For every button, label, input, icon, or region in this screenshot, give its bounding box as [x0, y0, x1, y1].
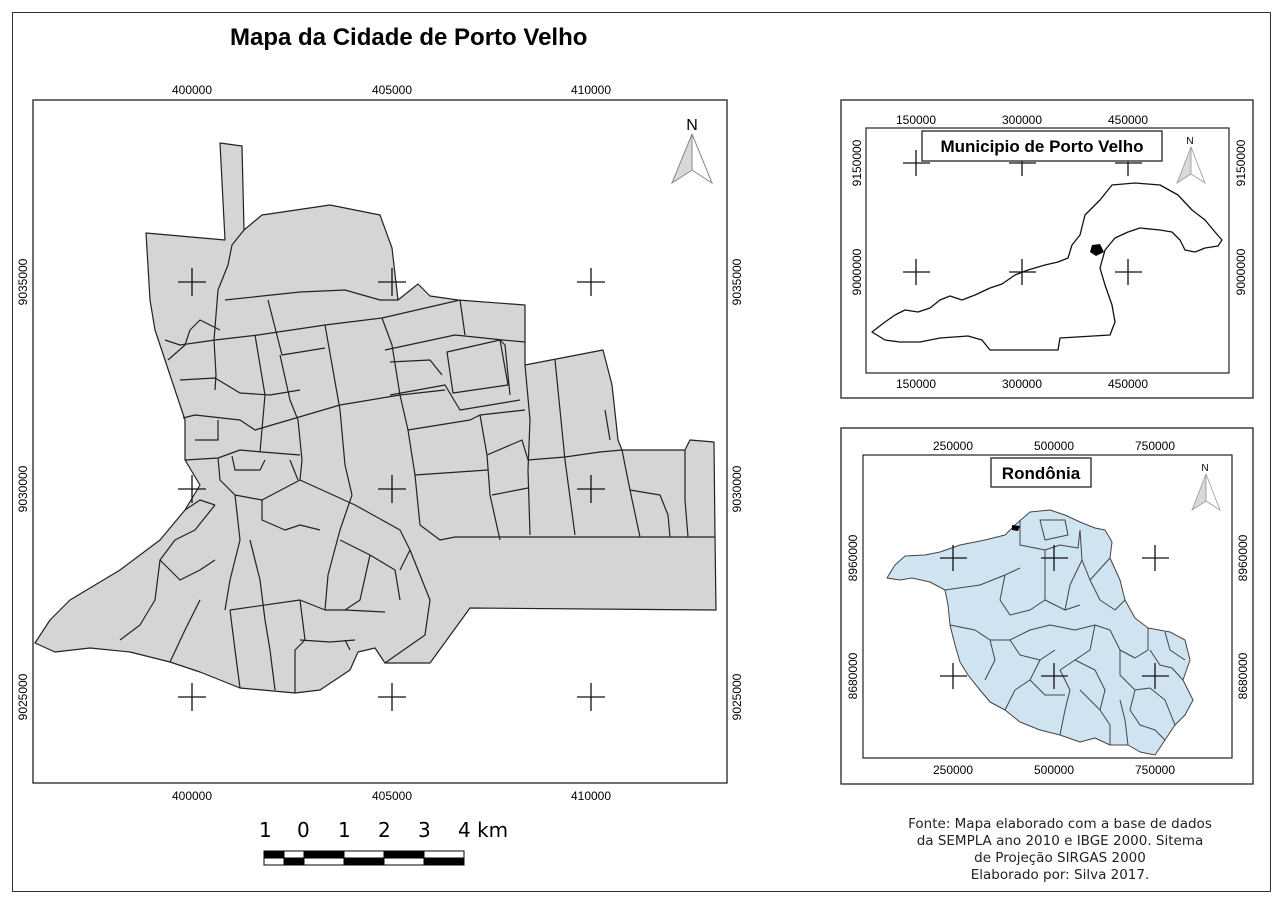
mun-y-tick-right-2: 9000000 — [1234, 248, 1248, 296]
main-x-tick-bottom-2: 405000 — [371, 789, 413, 803]
main-y-tick-right-3: 9025000 — [730, 673, 744, 721]
source-note — [895, 816, 1225, 884]
mun-y-tick-right-1: 9150000 — [1234, 139, 1248, 187]
rondonia-label: Rondônia — [1001, 464, 1081, 483]
main-x-tick-bottom-3: 410000 — [570, 789, 612, 803]
mun-north-label: N — [1186, 136, 1194, 147]
main-y-tick-left-3: 9025000 — [16, 673, 30, 721]
scale-label-2: 2 — [378, 818, 391, 842]
main-y-tick-right-1: 9035000 — [730, 258, 744, 306]
city-outline — [35, 143, 716, 693]
mun-x-tick-top-1: 150000 — [895, 113, 937, 127]
city-neighborhoods — [35, 143, 716, 693]
ro-x-tick-bottom-3: 750000 — [1134, 763, 1176, 777]
main-x-tick-top-1: 400000 — [171, 83, 213, 97]
ro-y-tick-right-2: 8680000 — [1236, 652, 1250, 700]
source-line-1: Fonte: Mapa elaborado com a base de dados — [908, 816, 1212, 832]
scale-label-3: 3 — [418, 818, 431, 842]
mun-y-tick-left-1: 9150000 — [850, 139, 864, 187]
mun-y-tick-left-2: 9000000 — [850, 248, 864, 296]
ro-x-tick-top-3: 750000 — [1134, 439, 1176, 453]
main-north-arrow-icon — [672, 117, 712, 183]
source-line-2: da SEMPLA ano 2010 e IBGE 2000. Sitema — [916, 833, 1204, 849]
scale-label-0: 0 — [297, 818, 310, 842]
main-x-tick-top-3: 410000 — [570, 83, 612, 97]
ro-y-tick-left-1: 8960000 — [846, 534, 860, 582]
rondonia-outline — [887, 510, 1193, 755]
municipio-label: Municipio de Porto Velho — [940, 137, 1144, 156]
main-y-tick-left-2: 9030000 — [16, 465, 30, 513]
mun-x-tick-bottom-1: 150000 — [895, 377, 937, 391]
ro-north-label: N — [1201, 463, 1209, 474]
mun-x-tick-bottom-3: 450000 — [1107, 377, 1149, 391]
main-x-tick-bottom-1: 400000 — [171, 789, 213, 803]
scale-label-1: 1 — [259, 818, 272, 842]
ro-x-tick-bottom-1: 250000 — [932, 763, 974, 777]
ro-y-tick-right-1: 8960000 — [1236, 534, 1250, 582]
municipio-outline — [872, 183, 1222, 350]
map-title: Mapa da Cidade de Porto Velho — [230, 24, 588, 51]
main-x-tick-top-2: 405000 — [371, 83, 413, 97]
mun-north-arrow-icon — [1177, 136, 1205, 183]
ro-north-arrow-icon — [1192, 463, 1220, 510]
scale-bar — [264, 851, 464, 865]
source-line-4: Elaborado por: Silva 2017. — [970, 867, 1150, 883]
mun-x-tick-top-3: 450000 — [1107, 113, 1149, 127]
mun-x-tick-top-2: 300000 — [1001, 113, 1043, 127]
scale-label-1b: 1 — [338, 818, 351, 842]
main-y-tick-left-1: 9035000 — [16, 258, 30, 306]
source-line-3: de Projeção SIRGAS 2000 — [974, 850, 1146, 866]
ro-x-tick-bottom-2: 500000 — [1033, 763, 1075, 777]
ro-y-tick-left-2: 8680000 — [846, 652, 860, 700]
ro-x-tick-top-1: 250000 — [932, 439, 974, 453]
scale-label-4km: 4 km — [458, 818, 509, 842]
main-north-label: N — [686, 117, 698, 134]
main-y-tick-right-2: 9030000 — [730, 465, 744, 513]
ro-x-tick-top-2: 500000 — [1033, 439, 1075, 453]
mun-x-tick-bottom-2: 300000 — [1001, 377, 1043, 391]
rondonia-municipalities — [887, 510, 1193, 755]
